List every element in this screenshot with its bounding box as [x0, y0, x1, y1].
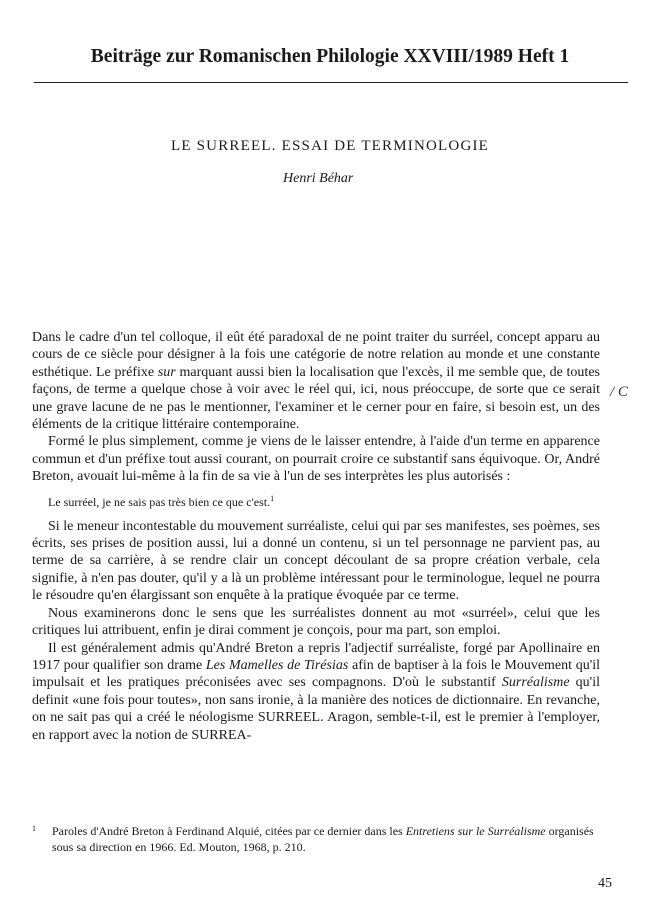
- emphasis-surrealisme: Surréalisme: [501, 675, 570, 691]
- footnote: [32, 823, 602, 855]
- running-head: Beiträge zur Romanischen Philologie XXVIII/1989 Heft 1: [90, 46, 570, 67]
- article-title: LE SURREEL. ESSAI DE TERMINOLOGIE: [170, 138, 490, 154]
- footnote-ref: 1: [270, 493, 275, 503]
- emphasis-mamelles: Les Mamelles de Tirésias: [205, 657, 349, 673]
- emphasis-sur: sur: [157, 364, 176, 380]
- body-text: [32, 329, 600, 744]
- page-number: 45: [598, 876, 612, 891]
- header-rule: [34, 82, 628, 83]
- paragraph-2: Formé le plus simplement, comme je viens de le laisser entendre, à l'aide d'un terme en apparence commun et d'un préfixe tout aussi courant, on pourrait croire ce substantif sans équivoque. Or, André Breton, avouait lui-même à la fin de sa vie à l'un de ses interprètes les plus autorisés :: [32, 434, 600, 485]
- paragraph-5: Il est généralement admis qu'André Breton a repris l'adjectif surréaliste, forgé par Apollinaire en 1917 pour qualifier son drame Les Mamelles de Tirésias afin de baptiser à la fois le Mouvement qu'il impulsait et les pratiques préconisées avec ses compagnons. D'où le substantif Surréalisme qu'il definit «une fois pour toutes», non sans ironie, à la manière des notices de dictionnaire. En revanche, on ne sait pas qui a créé le néologisme SURREEL. Aragon, semble-t-il, est le premier à l'employer, en rapport avec la notion de SURREA-: [32, 640, 600, 743]
- footnote-mark: 1: [32, 824, 36, 833]
- footnote-text: Paroles d'André Breton à Ferdinand Alquié, citées par ce dernier dans les Entretiens sur le Surréalisme organisés sous sa direction en 1966. Ed. Mouton, 1968, p. 210.: [52, 824, 594, 854]
- paragraph-3: Si le meneur incontestable du mouvement surréaliste, celui qui par ses manifestes, ses poèmes, ses écrits, ses prises de position aussi, lui a donné un contenu, si un tel personnage ne parvient pas, au terme de sa carrière, à se rendre clair un concept découlant de sa propre création verbale, cela signifie, à n'en pas douter, qu'il y a là un problème intéressant pour le terminologue, lequel ne pourra le résoudre qu'en élargissant son enquête à la pratique évoquée par ce terme.: [32, 518, 600, 604]
- paragraph-1: Dans le cadre d'un tel colloque, il eût été paradoxal de ne point traiter du surréel, concept apparu au cours de ce siècle pour désigner à la fois une catégorie de notre relation au monde et une constante esthétique. Le préfixe sur marquant aussi bien la localisation que l'excès, il me semble que, de toutes façons, de terme a quelque chose à voir avec le réel qui, ici, nous préoccupe, de sorte que ce serait une grave lacune de ne pas le mentionner, l'examiner et le cerner pour en faire, si besoin est, un des éléments de la critique littéraire contemporaine.: [32, 330, 600, 433]
- block-quote: Le surréel, je ne sais pas très bien ce que c'est.$^1$: [48, 493, 275, 509]
- paragraph-4: Nous examinerons donc le sens que les surréalistes donnent au mot «surréel», celui que les critiques lui attribuent, enfin je dirai comment je conçois, pour ma part, son emploi.: [32, 605, 600, 639]
- author-name: Henri Béhar: [283, 171, 354, 186]
- handwritten-margin-note: / C: [610, 384, 628, 400]
